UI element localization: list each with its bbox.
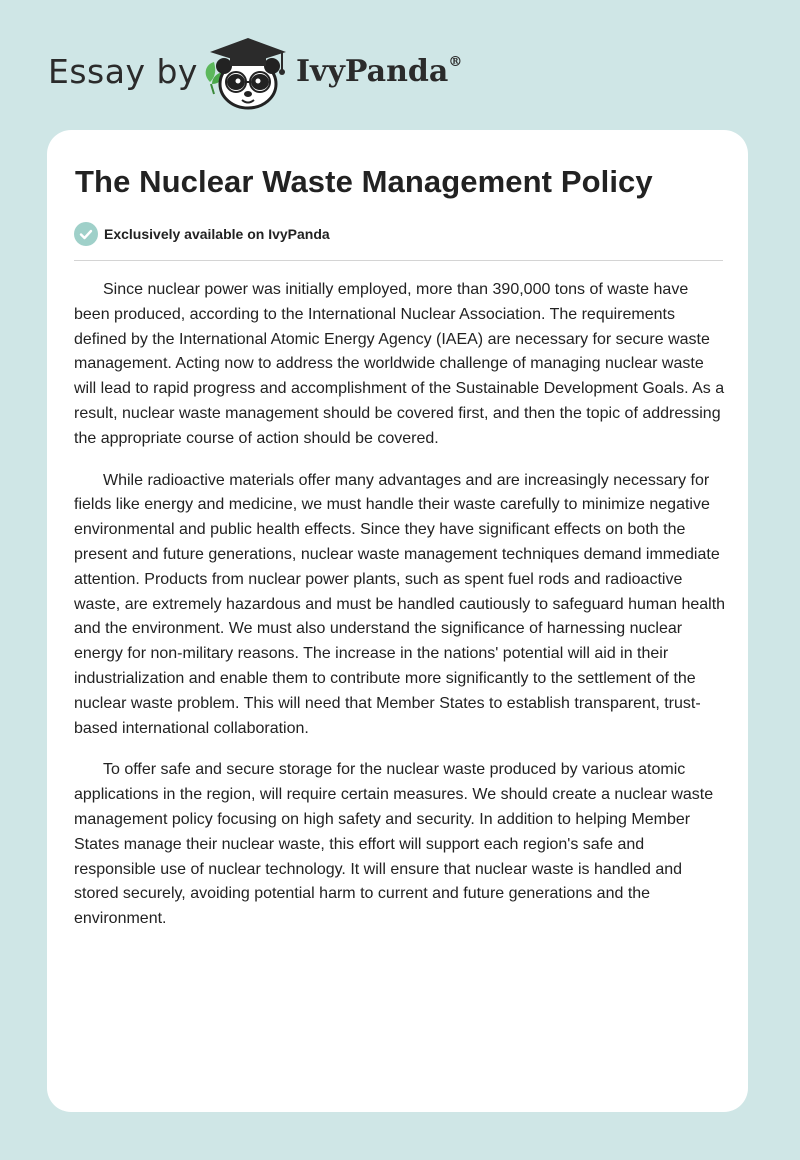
article-body (74, 278, 728, 949)
site-header (48, 34, 488, 110)
badge-label: Exclusively available on IvyPanda (104, 226, 330, 242)
panda-graduate-logo-icon[interactable] (200, 34, 290, 110)
brand-text: IvyPanda (296, 54, 449, 89)
check-circle-icon (74, 222, 98, 246)
paragraph: To offer safe and secure storage for the nuclear waste produced by various atomic applications in the region, will require certain measures. We should create a nuclear waste management policy focusing on high safety and security. In addition to helping Member States manage their nuclear waste, this effort will support each region's safe and responsible use of nuclear technology. It will ensure that nuclear waste is handled and stored securely, avoiding potential harm to current and future generations and the environment. (74, 761, 714, 928)
brand-name[interactable] (296, 54, 462, 89)
page-title: The Nuclear Waste Management Policy (75, 164, 653, 199)
registered-mark: ® (448, 54, 463, 70)
paragraph: While radioactive materials offer many advantages and are increasingly necessary for fields like energy and medicine, we must handle their waste carefully to minimize negative environmental and public health effects. Since they have significant effects on both the present and future generations, nuclear waste management techniques demand immediate attention. Products from nuclear power plants, such as spent fuel rods and radioactive waste, are extremely hazardous and must be handled cautiously to safeguard human health and the environment. We must also understand the significance of harnessing nuclear energy for non-military reasons. The increase in the nations' potential will aid in their industrialization and enable them to contribute more significantly to the settlement of the nuclear waste problem. This will need that Member States to establish transparent, trust-based international collaboration. (74, 471, 726, 737)
divider (74, 260, 723, 261)
essay-card (47, 130, 748, 1112)
essay-by-label: Essay by (48, 52, 198, 91)
exclusive-badge (74, 222, 330, 246)
paragraph: Since nuclear power was initially employed, more than 390,000 tons of waste have been produced, according to the International Nuclear Association. The requirements defined by the International Atomic Energy Agency (IAEA) are necessary for secure waste management. Acting now to address the worldwide challenge of managing nuclear waste will lead to rapid progress and accomplishment of the Sustainable Development Goals. As a result, nuclear waste management should be covered first, and then the topic of addressing the appropriate course of action should be covered. (74, 281, 725, 447)
